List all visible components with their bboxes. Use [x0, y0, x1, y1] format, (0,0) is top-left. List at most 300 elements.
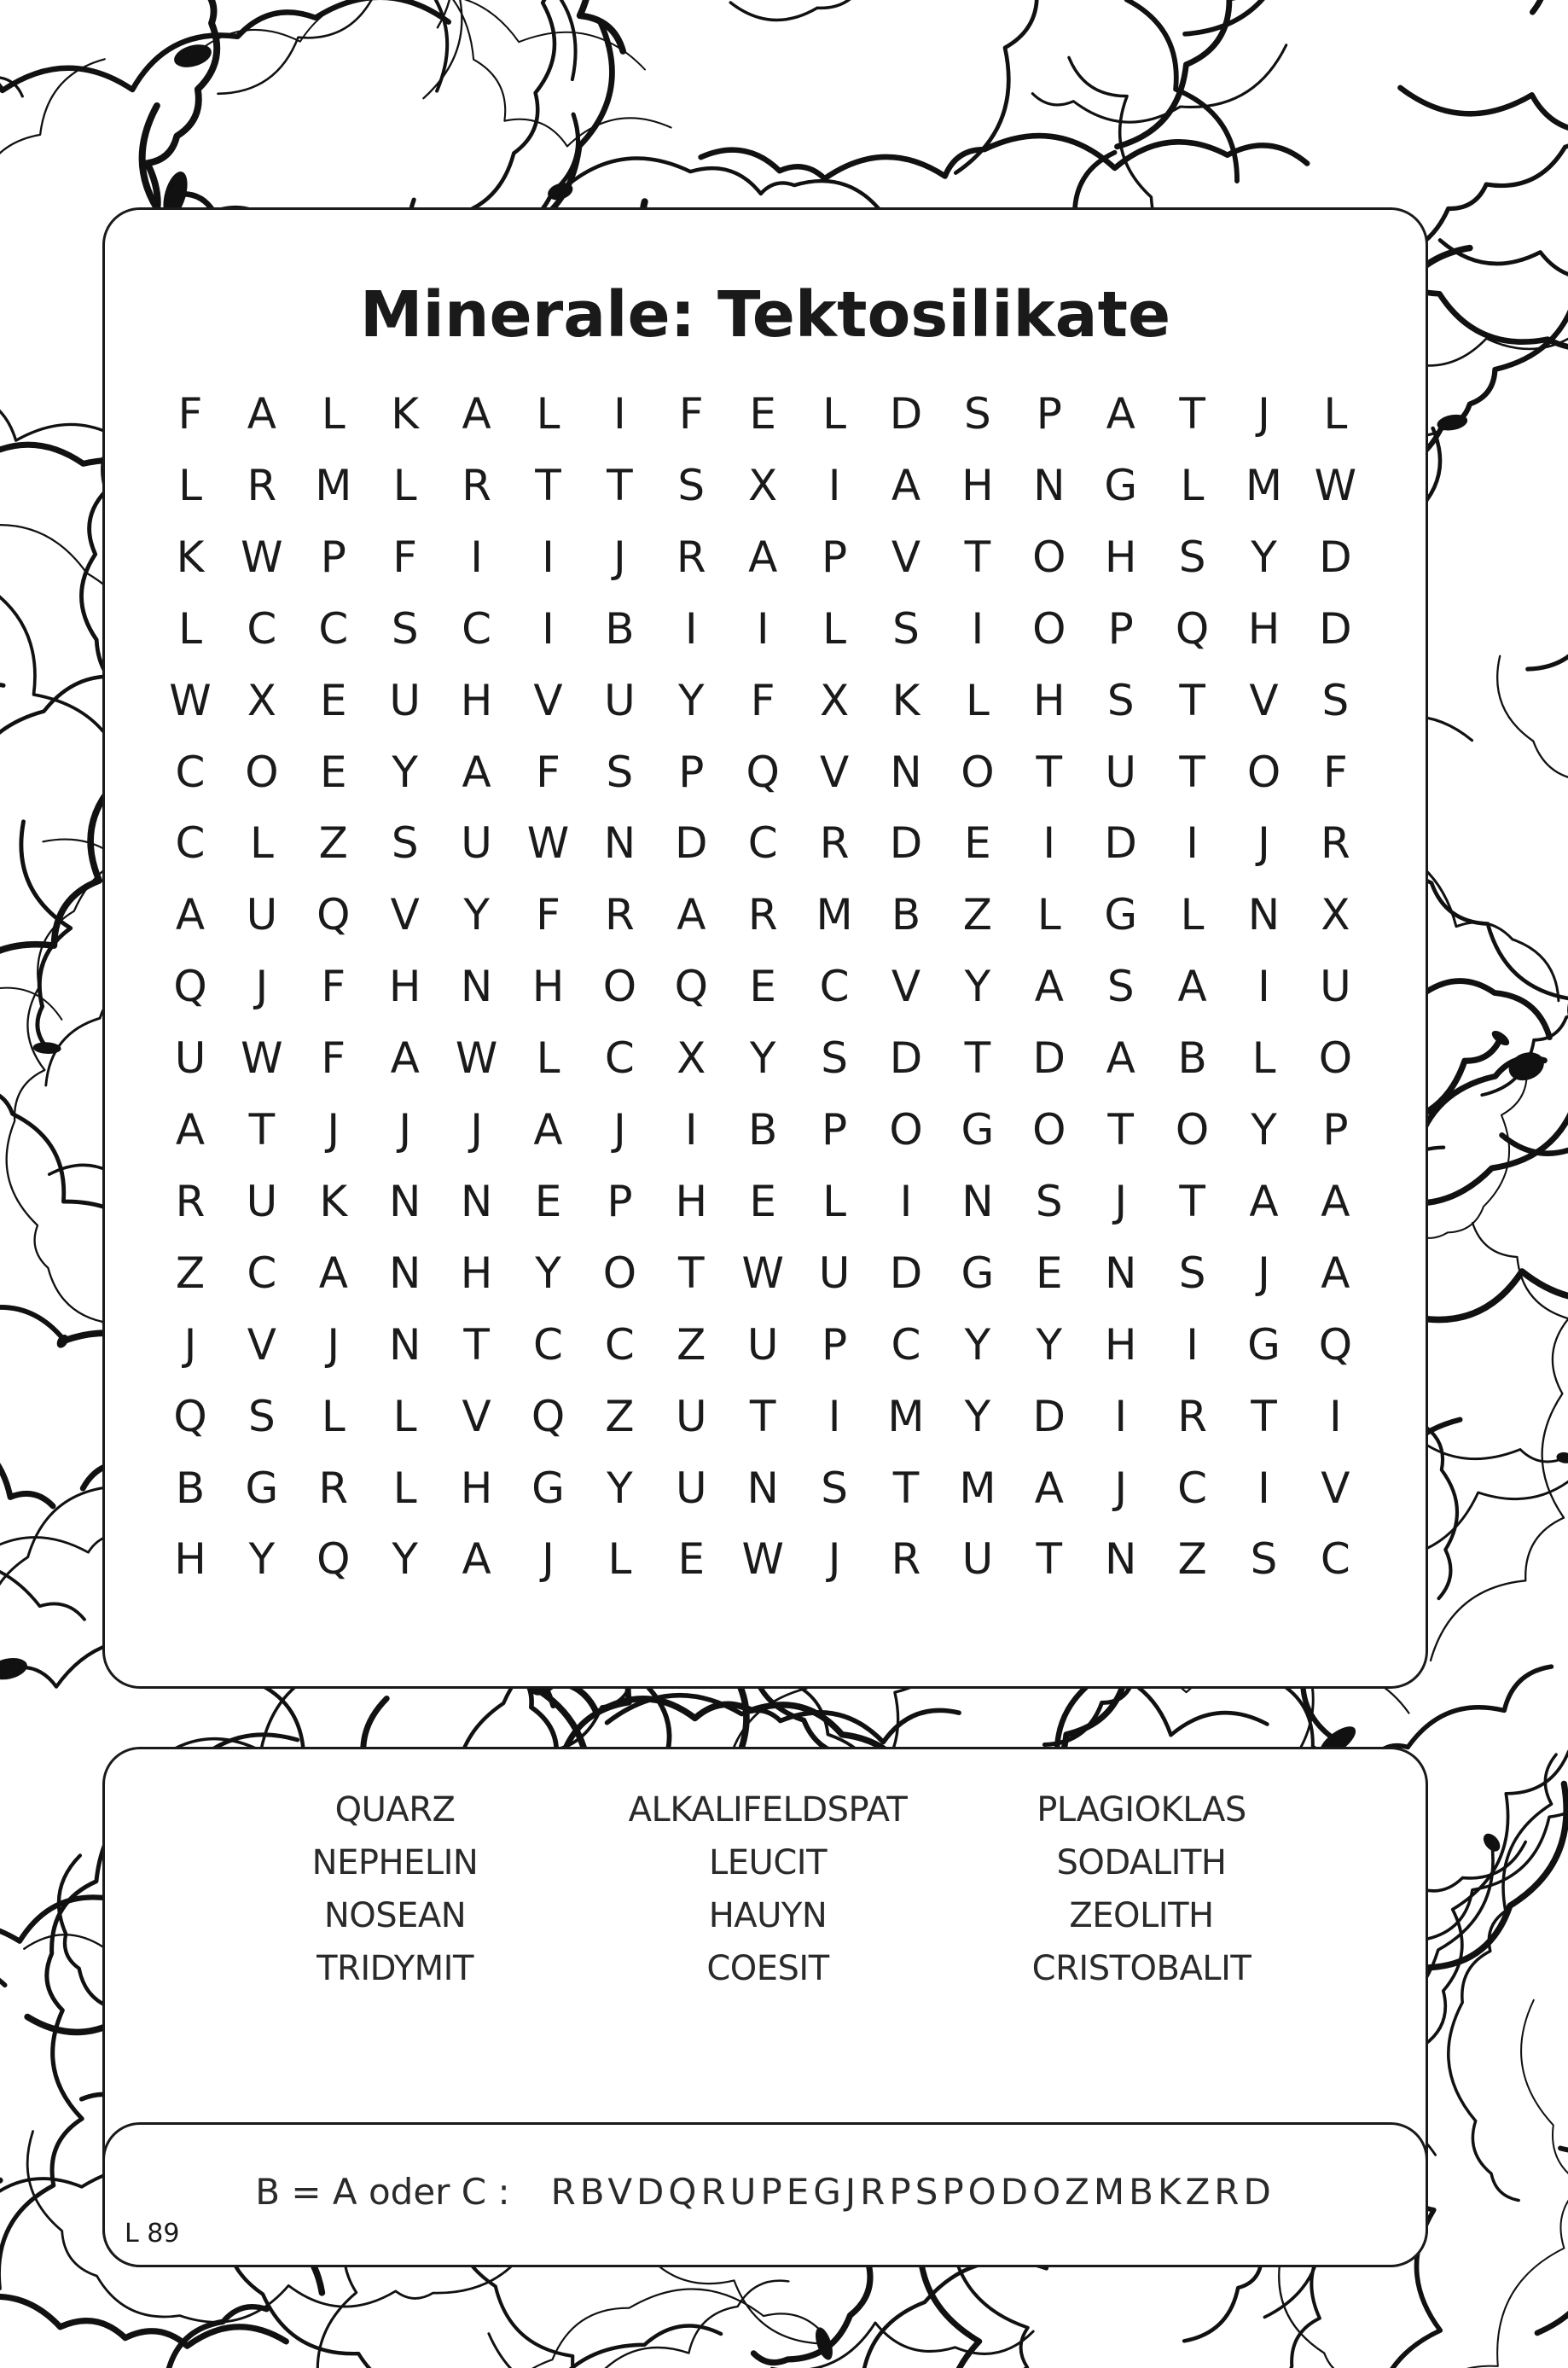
grid-cell: I: [1257, 962, 1270, 1012]
grid-cell: H: [388, 962, 421, 1012]
grid-cell: I: [1186, 1319, 1199, 1370]
grid-cell: T: [248, 1105, 276, 1155]
grid-cell: J: [183, 1319, 197, 1370]
grid-cell: N: [388, 1319, 421, 1370]
puzzle-panel: [102, 207, 1428, 1689]
grid-cell: S: [606, 747, 634, 797]
grid-cell: T: [892, 1463, 920, 1513]
grid-cell: K: [319, 1176, 348, 1226]
grid-cell: D: [1319, 603, 1352, 654]
grid-cell: H: [460, 675, 493, 725]
grid-cell: T: [535, 460, 561, 510]
grid-cell: R: [747, 890, 778, 940]
grid-cell: I: [1186, 818, 1199, 869]
grid-cell: T: [463, 1319, 490, 1370]
grid-cell: V: [1321, 1463, 1350, 1513]
grid-cell: W: [455, 1033, 498, 1084]
grid-cell: N: [890, 747, 922, 797]
grid-cell: R: [891, 1534, 921, 1585]
grid-cell: A: [677, 890, 706, 940]
grid-cell: L: [607, 1534, 632, 1585]
grid-cell: I: [684, 603, 698, 654]
grid-cell: F: [1323, 747, 1348, 797]
grid-cell: Q: [317, 1534, 351, 1585]
grid-cell: A: [1249, 1176, 1279, 1226]
grid-cell: J: [398, 1105, 412, 1155]
grid-cell: H: [460, 1248, 493, 1298]
grid-cell: J: [470, 1105, 483, 1155]
grid-cell: A: [1106, 1033, 1135, 1084]
word-item: NOSEAN: [323, 1896, 467, 1935]
grid-cell: B: [1177, 1033, 1207, 1084]
grid-cell: A: [1321, 1248, 1350, 1298]
grid-cell: G: [961, 1248, 995, 1298]
grid-cell: O: [245, 747, 279, 797]
grid-cell: H: [1247, 603, 1281, 654]
grid-cell: Y: [1251, 532, 1277, 582]
grid-cell: P: [1107, 603, 1134, 654]
grid-cell: O: [1032, 603, 1066, 654]
word-column-1: [216, 1783, 574, 1995]
grid-cell: V: [819, 747, 850, 797]
grid-cell: Z: [962, 890, 993, 940]
grid-cell: U: [1105, 747, 1136, 797]
grid-cell: I: [828, 1391, 841, 1441]
grid-cell: A: [462, 747, 491, 797]
grid-cell: I: [899, 1176, 913, 1226]
grid-cell: I: [1042, 818, 1056, 869]
grid-cell: W: [741, 1248, 784, 1298]
word-item: HAUYN: [708, 1896, 828, 1935]
grid-cell: Y: [392, 1534, 418, 1585]
grid-cell: J: [1257, 389, 1270, 439]
grid-cell: D: [675, 818, 708, 869]
grid-cell: O: [1032, 1105, 1066, 1155]
word-item: ZEOLITH: [1069, 1896, 1214, 1935]
grid-cell: U: [675, 1463, 707, 1513]
grid-cell: E: [749, 389, 776, 439]
grid-cell: F: [321, 962, 346, 1012]
grid-cell: S: [1106, 675, 1135, 725]
grid-cell: L: [249, 818, 274, 869]
grid-cell: N: [1033, 460, 1066, 510]
grid-cell: W: [169, 675, 212, 725]
grid-cell: K: [891, 675, 920, 725]
grid-cell: W: [741, 1534, 784, 1585]
grid-cell: S: [1178, 532, 1206, 582]
grid-cell: E: [1036, 1248, 1063, 1298]
grid-cell: V: [533, 675, 563, 725]
grid-cell: D: [889, 818, 923, 869]
grid-cell: C: [175, 747, 206, 797]
grid-cell: N: [1104, 1248, 1137, 1298]
grid-cell: Z: [1177, 1534, 1207, 1585]
grid-cell: T: [1179, 389, 1205, 439]
grid-cell: Q: [1175, 603, 1210, 654]
grid-cell: D: [1032, 1391, 1066, 1441]
grid-cell: Y: [1036, 1319, 1063, 1370]
grid-cell: P: [822, 532, 848, 582]
grid-cell: U: [174, 1033, 206, 1084]
grid-cell: A: [462, 389, 491, 439]
grid-cell: A: [1034, 962, 1064, 1012]
page-number: L 89: [125, 2219, 180, 2249]
grid-cell: S: [1250, 1534, 1278, 1585]
grid-cell: F: [678, 389, 704, 439]
grid-cell: C: [891, 1319, 921, 1370]
grid-cell: C: [247, 603, 277, 654]
grid-cell: C: [604, 1319, 635, 1370]
grid-cell: Y: [607, 1463, 633, 1513]
word-column-3: [962, 1783, 1321, 1995]
grid-cell: C: [533, 1319, 563, 1370]
grid-cell: D: [889, 1248, 923, 1298]
grid-cell: S: [391, 603, 419, 654]
grid-cell: L: [1180, 460, 1205, 510]
word-item: QUARZ: [334, 1790, 456, 1830]
grid-cell: L: [822, 603, 847, 654]
grid-cell: S: [677, 460, 706, 510]
grid-cell: L: [1323, 389, 1348, 439]
grid-cell: J: [327, 1105, 340, 1155]
grid-cell: F: [536, 890, 560, 940]
grid-cell: A: [318, 1248, 348, 1298]
grid-cell: C: [175, 818, 206, 869]
grid-cell: V: [1249, 675, 1279, 725]
hint-code: RBVDQRUPEGJRPSPODOZMBKZRD: [550, 2171, 1275, 2213]
grid-cell: M: [816, 890, 853, 940]
grid-cell: L: [392, 460, 417, 510]
grid-cell: G: [531, 1463, 565, 1513]
grid-cell: C: [747, 818, 778, 869]
grid-cell: O: [602, 962, 637, 1012]
word-item: COESIT: [706, 1949, 829, 1988]
grid-cell: L: [536, 389, 560, 439]
grid-cell: U: [961, 1534, 994, 1585]
grid-cell: W: [241, 1033, 283, 1084]
grid-cell: O: [961, 747, 995, 797]
grid-cell: I: [542, 532, 555, 582]
grid-cell: F: [321, 1033, 346, 1084]
grid-cell: F: [392, 532, 418, 582]
grid-cell: Y: [1251, 1105, 1277, 1155]
grid-cell: Q: [674, 962, 708, 1012]
grid-cell: R: [175, 1176, 206, 1226]
grid-cell: J: [327, 1319, 340, 1370]
grid-cell: P: [822, 1319, 848, 1370]
grid-cell: V: [247, 1319, 276, 1370]
grid-cell: S: [248, 1391, 276, 1441]
grid-cell: A: [390, 1033, 420, 1084]
grid-cell: D: [889, 1033, 923, 1084]
grid-cell: T: [964, 532, 991, 582]
word-item: LEUCIT: [709, 1843, 827, 1882]
grid-cell: I: [470, 532, 483, 582]
hint-row: [105, 2171, 1426, 2213]
grid-cell: M: [315, 460, 352, 510]
grid-cell: I: [684, 1105, 698, 1155]
grid-cell: A: [175, 1105, 206, 1155]
grid-cell: N: [1247, 890, 1281, 940]
grid-cell: G: [1104, 460, 1138, 510]
grid-cell: E: [749, 1176, 776, 1226]
grid-cell: A: [247, 389, 276, 439]
grid-cell: Y: [248, 1534, 276, 1585]
grid-cell: A: [891, 460, 921, 510]
grid-cell: U: [461, 818, 492, 869]
grid-cell: W: [241, 532, 283, 582]
grid-cell: J: [1114, 1463, 1128, 1513]
grid-cell: N: [603, 818, 636, 869]
grid-cell: Q: [1318, 1319, 1353, 1370]
hint-panel: [102, 2122, 1428, 2267]
word-item: PLAGIOKLAS: [1037, 1790, 1246, 1830]
grid-cell: M: [1245, 460, 1283, 510]
grid-cell: N: [388, 1176, 421, 1226]
letter-grid: [105, 210, 1426, 1686]
grid-cell: O: [889, 1105, 923, 1155]
grid-cell: Y: [535, 1248, 561, 1298]
grid-cell: H: [961, 460, 994, 510]
grid-cell: D: [1032, 1033, 1066, 1084]
grid-cell: G: [961, 1105, 995, 1155]
grid-cell: B: [605, 603, 635, 654]
grid-cell: U: [746, 1319, 779, 1370]
grid-cell: X: [819, 675, 850, 725]
grid-cell: A: [1106, 389, 1135, 439]
grid-cell: O: [1175, 1105, 1210, 1155]
grid-cell: A: [175, 890, 206, 940]
grid-cell: T: [964, 1033, 991, 1084]
grid-cell: C: [1320, 1534, 1350, 1585]
word-item: CRISTOBALIT: [1031, 1949, 1251, 1988]
grid-cell: C: [1177, 1463, 1208, 1513]
grid-cell: I: [971, 603, 984, 654]
word-item: SODALITH: [1056, 1843, 1227, 1882]
grid-cell: E: [534, 1176, 562, 1226]
grid-cell: Q: [317, 890, 351, 940]
grid-cell: L: [321, 389, 346, 439]
grid-cell: W: [526, 818, 570, 869]
grid-cell: B: [175, 1463, 206, 1513]
grid-cell: S: [892, 603, 920, 654]
grid-cell: S: [1035, 1176, 1063, 1226]
grid-cell: P: [822, 1105, 848, 1155]
grid-cell: Y: [392, 747, 418, 797]
grid-cell: C: [462, 603, 492, 654]
grid-cell: L: [1180, 890, 1205, 940]
grid-cell: X: [677, 1033, 706, 1084]
grid-cell: F: [750, 675, 775, 725]
grid-cell: A: [1177, 962, 1207, 1012]
grid-cell: A: [462, 1534, 491, 1585]
grid-cell: U: [818, 1248, 851, 1298]
grid-cell: X: [748, 460, 778, 510]
grid-cell: I: [613, 389, 626, 439]
grid-cell: O: [1032, 532, 1066, 582]
grid-cell: J: [255, 962, 269, 1012]
grid-cell: H: [1104, 1319, 1137, 1370]
grid-cell: S: [1321, 675, 1350, 725]
grid-cell: S: [391, 818, 419, 869]
grid-cell: P: [1322, 1105, 1349, 1155]
grid-cell: T: [1036, 1534, 1063, 1585]
grid-cell: I: [828, 460, 841, 510]
grid-cell: J: [828, 1534, 841, 1585]
grid-cell: V: [891, 532, 921, 582]
grid-cell: S: [1178, 1248, 1206, 1298]
grid-cell: T: [1251, 1391, 1277, 1441]
grid-cell: H: [531, 962, 565, 1012]
grid-cell: F: [177, 389, 203, 439]
grid-cell: S: [964, 389, 991, 439]
word-item: NEPHELIN: [311, 1843, 479, 1882]
grid-cell: V: [462, 1391, 491, 1441]
grid-cell: O: [602, 1248, 637, 1298]
grid-cell: L: [392, 1463, 417, 1513]
grid-cell: G: [1104, 890, 1138, 940]
grid-cell: A: [1034, 1463, 1064, 1513]
grid-cell: I: [1114, 1391, 1128, 1441]
grid-cell: R: [318, 1463, 349, 1513]
grid-cell: E: [677, 1534, 706, 1585]
grid-cell: P: [678, 747, 705, 797]
grid-cell: O: [1246, 747, 1281, 797]
grid-cell: T: [1036, 747, 1063, 797]
grid-cell: H: [1032, 675, 1066, 725]
grid-cell: N: [388, 1248, 421, 1298]
grid-cell: N: [746, 1463, 779, 1513]
grid-cell: A: [1321, 1176, 1350, 1226]
grid-cell: R: [676, 532, 706, 582]
grid-cell: R: [247, 460, 277, 510]
grid-cell: J: [613, 1105, 626, 1155]
grid-cell: Q: [531, 1391, 566, 1441]
grid-cell: Z: [605, 1391, 635, 1441]
grid-cell: N: [961, 1176, 994, 1226]
grid-cell: L: [1037, 890, 1061, 940]
grid-cell: U: [1320, 962, 1351, 1012]
grid-cell: T: [1179, 747, 1205, 797]
grid-cell: L: [822, 389, 847, 439]
grid-cell: K: [391, 389, 420, 439]
grid-cell: L: [178, 460, 202, 510]
grid-cell: E: [320, 747, 347, 797]
grid-cell: E: [320, 675, 347, 725]
grid-cell: V: [390, 890, 420, 940]
grid-cell: F: [536, 747, 560, 797]
grid-cell: X: [247, 675, 277, 725]
puzzle-title: Minerale: Tektosilikate: [359, 278, 1171, 352]
grid-cell: I: [1329, 1391, 1342, 1441]
grid-cell: B: [891, 890, 921, 940]
grid-cell: P: [320, 532, 346, 582]
grid-cell: R: [1321, 818, 1350, 869]
grid-cell: N: [460, 1176, 493, 1226]
grid-cell: I: [1257, 1463, 1270, 1513]
grid-cell: S: [821, 1033, 848, 1084]
grid-cell: P: [607, 1176, 633, 1226]
grid-cell: Z: [677, 1319, 706, 1370]
grid-cell: R: [462, 460, 491, 510]
grid-cell: G: [1247, 1319, 1281, 1370]
grid-cell: I: [756, 603, 769, 654]
grid-cell: Y: [463, 890, 490, 940]
grid-cell: B: [748, 1105, 778, 1155]
grid-cell: D: [1319, 532, 1352, 582]
grid-cell: N: [1104, 1534, 1137, 1585]
grid-cell: H: [1104, 532, 1137, 582]
grid-cell: L: [321, 1391, 346, 1441]
grid-cell: Z: [175, 1248, 206, 1298]
grid-cell: Q: [173, 962, 207, 1012]
grid-cell: R: [819, 818, 850, 869]
grid-cell: L: [822, 1176, 847, 1226]
grid-cell: M: [887, 1391, 925, 1441]
grid-cell: J: [1257, 1248, 1270, 1298]
grid-cell: H: [675, 1176, 708, 1226]
word-column-2: [589, 1783, 947, 1995]
grid-cell: Q: [746, 747, 780, 797]
grid-cell: J: [1114, 1176, 1128, 1226]
grid-cell: K: [176, 532, 205, 582]
grid-cell: L: [392, 1391, 417, 1441]
grid-cell: T: [749, 1391, 776, 1441]
grid-cell: C: [604, 1033, 635, 1084]
grid-cell: N: [460, 962, 493, 1012]
grid-cell: J: [542, 1534, 555, 1585]
grid-cell: R: [605, 890, 635, 940]
grid-cell: T: [1179, 1176, 1205, 1226]
grid-cell: C: [247, 1248, 277, 1298]
word-item: ALKALIFELDSPAT: [628, 1790, 908, 1830]
grid-cell: T: [1107, 1105, 1134, 1155]
grid-cell: I: [542, 603, 555, 654]
grid-cell: T: [607, 460, 633, 510]
grid-cell: H: [174, 1534, 206, 1585]
grid-cell: H: [460, 1463, 493, 1513]
grid-cell: Y: [678, 675, 705, 725]
grid-cell: Z: [318, 818, 348, 869]
grid-cell: Y: [964, 1391, 991, 1441]
grid-cell: S: [1106, 962, 1135, 1012]
grid-cell: P: [1036, 389, 1062, 439]
grid-cell: A: [748, 532, 778, 582]
grid-cell: S: [821, 1463, 848, 1513]
grid-cell: L: [1251, 1033, 1276, 1084]
grid-cell: U: [246, 890, 278, 940]
grid-cell: X: [1321, 890, 1350, 940]
grid-cell: U: [389, 675, 421, 725]
grid-cell: U: [675, 1391, 707, 1441]
grid-cell: J: [613, 532, 626, 582]
grid-cell: T: [1179, 675, 1205, 725]
grid-cell: Y: [964, 962, 991, 1012]
grid-cell: U: [604, 675, 636, 725]
grid-cell: E: [749, 962, 776, 1012]
grid-cell: W: [1314, 460, 1357, 510]
grid-cell: R: [1177, 1391, 1207, 1441]
grid-cell: D: [1104, 818, 1137, 869]
grid-cell: C: [318, 603, 349, 654]
grid-cell: C: [819, 962, 850, 1012]
grid-cell: Q: [173, 1391, 207, 1441]
grid-cell: U: [246, 1176, 278, 1226]
grid-cell: G: [245, 1463, 279, 1513]
grid-cell: T: [678, 1248, 705, 1298]
grid-cell: L: [178, 603, 202, 654]
hint-label: B = A oder C :: [255, 2171, 510, 2213]
